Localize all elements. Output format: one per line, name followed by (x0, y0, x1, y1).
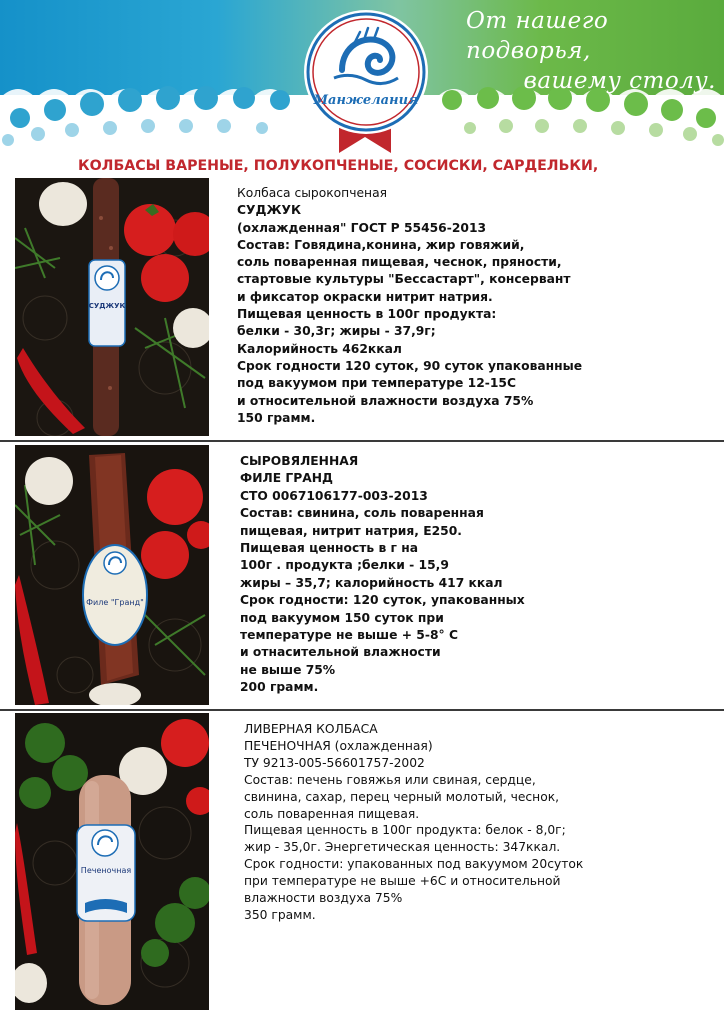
desc-line: СТО 0067106177-003-2013 (240, 488, 428, 503)
desc-line: Состав: Говядина,конина, жир говяжий, (237, 237, 525, 252)
desc-line: СУДЖУК (237, 203, 302, 218)
desc-line: Срок годности 120 суток, 90 суток упакованные (237, 358, 583, 373)
product-description-2 (240, 453, 525, 697)
desc-line: Состав: свинина, соль поваренная (240, 506, 484, 521)
desc-line: не выше 75% (240, 662, 336, 677)
desc-line: жиры – 35,7; калорийность 417 ккал (240, 575, 503, 590)
desc-line: 200 грамм. (240, 680, 319, 695)
product-photo-pechenochnaya (15, 713, 209, 1010)
package-label-2: Филе "Гранд" (86, 598, 144, 607)
desc-line: и относительной влажности воздуха 75% (237, 393, 534, 408)
separator-1 (0, 440, 724, 442)
desc-line: 100г . продукта ;белки - 15,9 (240, 558, 449, 573)
desc-line: под вакуумом 150 суток при (240, 610, 444, 625)
product-description-1 (237, 185, 582, 427)
desc-line: СЫРОВЯЛЕННАЯ (240, 454, 359, 468)
desc-line: пищевая, нитрит натрия, Е250. (240, 523, 462, 538)
separator-2 (0, 709, 724, 711)
section-title: КОЛБАСЫ ВАРЕНЫЕ, ПОЛУКОПЧЕНЫЕ, СОСИСКИ, САРДЕЛЬКИ, (78, 158, 599, 174)
product-description-3 (244, 721, 583, 924)
desc-line: ЛИВЕРНАЯ КОЛБАСА (244, 722, 378, 736)
desc-line: и отнасительной влажности (240, 645, 441, 660)
product-photo-sudzhuk (15, 178, 209, 436)
desc-line: Колбаса сырокопченая (237, 186, 388, 200)
logo-text: Манжелания (313, 93, 419, 108)
desc-line: Состав: печень говяжья или свиная, сердце, (244, 772, 536, 787)
desc-line: стартовые культуры "Бессастарт", консервант (237, 272, 571, 287)
desc-line: 150 грамм. (237, 410, 316, 425)
slogan-line-2: вашему столу. (523, 68, 716, 94)
package-label-3: Печеночная (80, 866, 132, 875)
desc-line: ПЕЧЕНОЧНАЯ (охлажденная) (244, 738, 433, 753)
desc-line: Пищевая ценность в 100г продукта: (237, 307, 497, 322)
desc-line: соль поваренная пищевая. (244, 806, 420, 821)
desc-line: при температуре не выше +6С и относительной (244, 874, 561, 889)
desc-line: Пищевая ценность в 100г продукта: белок - 8,0г; (244, 823, 566, 838)
brand-logo (302, 8, 430, 136)
desc-line: ТУ 9213-005-56601757-2002 (244, 755, 425, 770)
desc-line: (охлажденная" ГОСТ Р 55456-2013 (237, 220, 487, 235)
desc-line: Калорийность 462ккал (237, 341, 402, 356)
desc-line: белки - 30,3г; жиры - 37,9г; (237, 324, 436, 339)
desc-line: свинина, сахар, перец черный молотый, чеснок, (244, 789, 560, 804)
desc-line: 350 грамм. (244, 907, 316, 922)
desc-line: ФИЛЕ ГРАНД (240, 471, 333, 486)
desc-line: Срок годности: 120 суток, упакованных (240, 593, 525, 608)
package-label-1: СУДЖУК (88, 302, 126, 310)
desc-line: и фиксатор окраски нитрит натрия. (237, 289, 493, 304)
product-photo-file-grand (15, 445, 209, 705)
desc-line: под вакуумом при температуре 12-15С (237, 376, 517, 391)
slogan-line-1: От нашего подворья, (466, 8, 609, 64)
desc-line: температуре не выше + 5-8° С (240, 628, 458, 643)
slogan (446, 6, 716, 96)
desc-line: Срок годности: упакованных под вакуумом 20суток (244, 857, 584, 872)
desc-line: Пищевая ценность в г на (240, 541, 419, 556)
desc-line: соль поваренная пищевая, чеснок, пряности, (237, 255, 562, 270)
desc-line: жир - 35,0г. Энергетическая ценность: 347ккал. (244, 840, 561, 855)
desc-line: влажности воздуха 75% (244, 891, 403, 906)
